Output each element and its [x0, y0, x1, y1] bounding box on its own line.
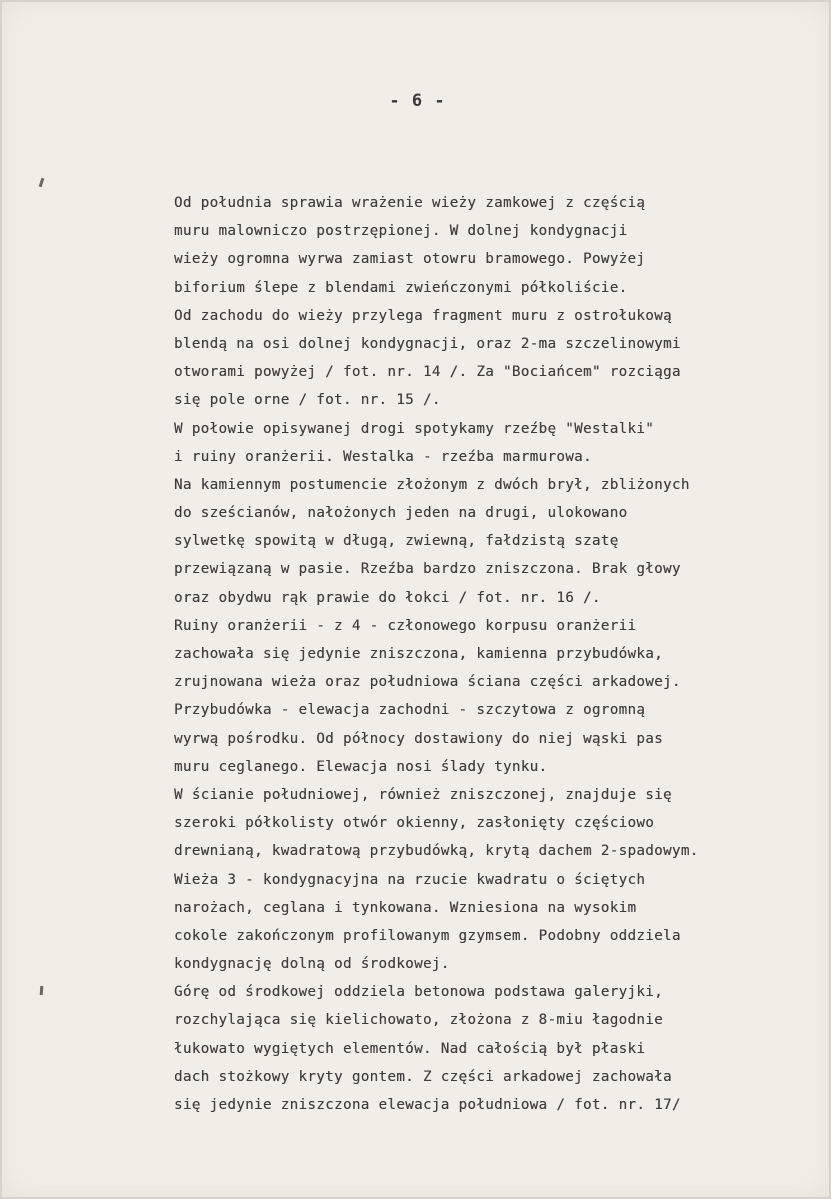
- text-line: wyrwą pośrodku. Od północy dostawiony do niej wąski pas: [174, 730, 664, 747]
- text-line: przewiązaną w pasie. Rzeźba bardzo zniszczona. Brak głowy: [174, 561, 681, 578]
- text-line: Od południa sprawia wrażenie wieży zamkowej z częścią: [174, 195, 646, 211]
- text-line: muru ceglanego. Elewacja nosi ślady tynku.: [174, 758, 548, 775]
- text-line: rozchylająca się kielichowato, złożona z 8-miu łagodnie: [174, 1012, 664, 1029]
- text-line: do sześcianów, nałożonych jeden na drugi, ulokowano: [174, 505, 628, 522]
- text-line: zachowała się jedynie zniszczona, kamienna przybudówka,: [174, 646, 664, 662]
- text-line: W połowie opisywanej drogi spotykamy rzeźbę "Westalki": [174, 420, 655, 437]
- text-line: narożach, ceglana i tynkowana. Wzniesiona na wysokim: [174, 899, 637, 916]
- margin-tick-mark: [40, 986, 44, 995]
- text-line: szeroki półkolisty otwór okienny, zasłonięty częściowo: [174, 815, 655, 832]
- text-line: łukowato wygiętych elementów. Nad całością był płaski: [174, 1040, 646, 1057]
- body-text: [174, 189, 814, 1119]
- text-line: wieży ogromna wyrwa zamiast otowru bramowego. Powyżej: [174, 251, 646, 268]
- text-line: Górę od środkowej oddziela betonowa podstawa galeryjki,: [174, 984, 664, 1001]
- text-line: sylwetkę spowitą w długą, zwiewną, fałdzistą szatę: [174, 533, 619, 550]
- text-line: dach stożkowy kryty gontem. Z części arkadowej zachowała: [174, 1068, 672, 1085]
- text-line: drewnianą, kwadratową przybudówką, krytą dachem 2-spadowym.: [174, 843, 699, 860]
- text-line: Ruiny oranżerii - z 4 - członowego korpusu oranżerii: [174, 617, 637, 634]
- text-line: muru malowniczo postrzępionej. W dolnej kondygnacji: [174, 223, 628, 240]
- text-line: się pole orne / fot. nr. 15 /.: [174, 392, 441, 409]
- text-line: kondygnację dolną od środkowej.: [174, 956, 450, 973]
- text-line: cokole zakończonym profilowanym gzymsem. Podobny oddziela: [174, 927, 681, 944]
- text-line: W ścianie południowej, również zniszczonej, znajduje się: [174, 786, 672, 803]
- text-line: blendą na osi dolnej kondygnacji, oraz 2-ma szczelinowymi: [174, 335, 681, 352]
- text-line: oraz obydwu rąk prawie do łokci / fot. nr. 16 /.: [174, 589, 601, 606]
- text-line: Przybudówka - elewacja zachodni - szczytowa z ogromną: [174, 702, 646, 719]
- text-line: zrujnowana wieża oraz południowa ściana części arkadowej.: [174, 674, 681, 691]
- text-line: Na kamiennym postumencie złożonym z dwóch brył, zbliżonych: [174, 476, 690, 493]
- text-line: otworami powyżej / fot. nr. 14 /. Za "Bociańcem" rozciąga: [174, 364, 681, 381]
- text-line: Od zachodu do wieży przylega fragment muru z ostrołukową: [174, 307, 672, 324]
- page-number: - 6 -: [389, 91, 446, 111]
- margin-tick-mark: [39, 178, 45, 187]
- text-line: Wieża 3 - kondygnacyjna na rzucie kwadratu o ściętych: [174, 871, 646, 888]
- text-line: się jedynie zniszczona elewacja południowa / fot. nr. 17/: [174, 1097, 681, 1113]
- text-line: i ruiny oranżerii. Westalka - rzeźba marmurowa.: [174, 448, 592, 465]
- text-line: biforium ślepe z blendami zwieńczonymi półkoliście.: [174, 279, 628, 296]
